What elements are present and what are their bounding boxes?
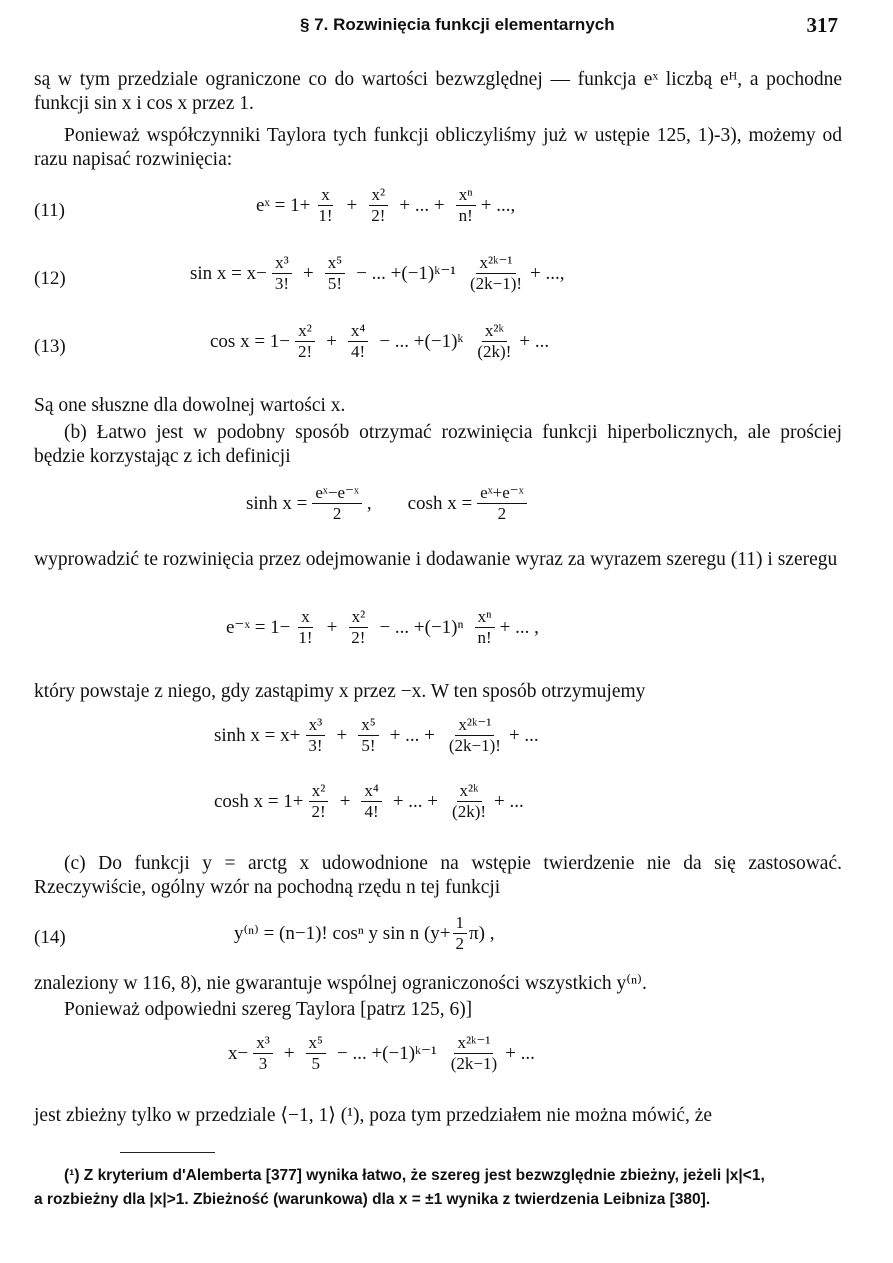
fraction-numerator: x³: [272, 254, 292, 274]
fraction-numerator: x⁵: [358, 716, 378, 736]
header-title: § 7. Rozwinięcia funkcji elementarnych: [300, 15, 615, 34]
hyperbolic-definitions: [34, 484, 842, 540]
eq-middle: + ... +: [389, 724, 435, 746]
fraction-denominator: 2: [497, 503, 507, 523]
fraction-numerator: x²ᵏ: [482, 322, 507, 342]
fraction-denominator: 3: [258, 1053, 268, 1073]
fraction-numerator: x⁴: [361, 782, 381, 802]
eq-separator: ,: [366, 492, 372, 514]
paragraph-3: Są one słuszne dla dowolnej wartości x.: [34, 395, 346, 416]
footnote-divider: [120, 1152, 215, 1153]
eq-middle: − ... +(−1)ᵏ⁻¹: [336, 1042, 437, 1064]
equation-arctg-series: x− $\frac{\text{x³}}{3}$ + $\frac{\text{x⁵}}{5}$ − ... +(−1)ᵏ⁻¹ $\frac{\text{x²ᵏ⁻¹}}{(2k-1)}$ + ...: [228, 1033, 535, 1073]
fraction-numerator: x: [318, 186, 333, 206]
fraction-denominator: 1!: [298, 627, 313, 647]
equation-sinh-series: sinh x = x+ $\frac{\text{x³}}{3!}$ + $\frac{\text{x⁵}}{5!}$ + ... + $\frac{\text{x²ᵏ⁻¹}}{(2k-1)!}$ + ...: [214, 715, 539, 755]
fraction-numerator: x⁴: [348, 322, 368, 342]
running-header: [0, 14, 893, 40]
fraction-numerator: xⁿ: [475, 608, 495, 628]
eq-lhs: y⁽ⁿ⁾ =: [234, 922, 275, 944]
fraction-numerator: x²ᵏ⁻¹: [454, 1034, 493, 1054]
eq-term: 1+: [290, 194, 311, 216]
paragraph-7: (c) Do funkcji y = arctg x udowodnione na wstępie twierdzenie nie da się zastosować. Rzeczywiście, ogólny wzór na pochodną rzędu n tej funkcji: [34, 853, 842, 899]
fraction-denominator: 4!: [364, 801, 379, 821]
paragraph-1: są w tym przedziale ograniczone co do wartości bezwzględnej — funkcja eˣ liczbą eᴴ, a pochodne funkcji sin x i cos x przez 1.: [34, 69, 842, 115]
eq-term: x−: [228, 1042, 249, 1064]
fraction-denominator: 3!: [308, 735, 323, 755]
fraction-numerator: eˣ−e⁻ˣ: [312, 484, 361, 504]
fraction-denominator: n!: [458, 205, 473, 225]
fraction-numerator: x²: [309, 782, 329, 802]
equation-label: (13): [34, 336, 66, 357]
eq-tail: + ...,: [530, 262, 565, 284]
fraction-numerator: xⁿ: [456, 186, 476, 206]
eq-middle: + ... +: [399, 194, 445, 216]
fraction-numerator: x²ᵏ: [457, 782, 482, 802]
fraction-denominator: n!: [477, 627, 492, 647]
fraction-numerator: x²ᵏ⁻¹: [476, 254, 515, 274]
paragraph-5: wyprowadzić te rozwinięcia przez odejmowanie i dodawanie wyraz za wyrazem szeregu (11) i szeregu: [34, 549, 838, 570]
fraction-denominator: 5: [311, 1053, 321, 1073]
eq-body: (n−1)! cosⁿ y sin n (y+: [279, 922, 451, 944]
paragraph-8: znaleziony w 116, 8), nie gwarantuje wspólnej ograniczoności wszystkich y⁽ⁿ⁾.: [34, 973, 647, 994]
fraction-numerator: x⁵: [325, 254, 345, 274]
eq-tail: + ...: [505, 1042, 535, 1064]
paragraph-4: (b) Łatwo jest w podobny sposób otrzymać rozwinięcia funkcji hiperbolicznych, ale prościej będzie korzystając z ich definicji: [34, 422, 842, 468]
eq-tail: π) ,: [469, 922, 495, 944]
paragraph-6: który powstaje z niego, gdy zastąpimy x przez −x. W ten sposób otrzymujemy: [34, 681, 646, 702]
fraction-numerator: 1: [453, 914, 468, 934]
eq-term: 1−: [270, 616, 291, 638]
fraction-denominator: (2k−1)!: [469, 273, 523, 293]
fraction-numerator: x³: [253, 1034, 273, 1054]
fraction-numerator: x⁵: [306, 1034, 326, 1054]
eq-term: x+: [280, 724, 301, 746]
eq-middle: − ... +(−1)ᵏ⁻¹: [356, 262, 456, 284]
paragraph-9: Ponieważ odpowiedni szereg Taylora [patrz 125, 6)]: [64, 999, 473, 1020]
fraction-numerator: x²: [369, 186, 389, 206]
fraction-denominator: (2k)!: [452, 801, 487, 821]
fraction-denominator: 2!: [311, 801, 326, 821]
eq-term: 1−: [269, 330, 291, 352]
eq-tail: + ... ,: [499, 616, 539, 638]
equation-cosh-series: cosh x = 1+ $\frac{\text{x²}}{2!}$ + $\frac{\text{x⁴}}{4!}$ + ... + $\frac{\text{x²ᵏ}}{(2k)!}$ + ...: [214, 781, 524, 821]
fraction-denominator: 4!: [351, 341, 366, 361]
footnote-line-1: (¹) Z kryterium d'Alemberta [377] wynika łatwo, że szereg jest bezwzględnie zbieżny, jeżeli |x|<1,: [64, 1167, 765, 1184]
eq-lhs: e⁻ˣ =: [226, 616, 266, 638]
fraction-denominator: 2: [455, 933, 465, 953]
equation-14: [34, 912, 842, 968]
footnote-line-2: a rozbieżny dla |x|>1. Zbieżność (warunkowa) dla x = ±1 wynika z twierdzenia Leibniza [380].: [34, 1191, 711, 1209]
fraction-numerator: x³: [306, 716, 326, 736]
fraction-numerator: x: [298, 608, 313, 628]
eq-lhs: cosh x =: [214, 790, 279, 812]
eq-lhs: sinh x =: [214, 724, 276, 746]
eq-tail: + ...,: [480, 194, 516, 216]
eq-middle: − ... +(−1)ᵏ: [379, 330, 464, 352]
eq-lhs: sin x =: [190, 262, 242, 284]
fraction-denominator: 2!: [298, 341, 313, 361]
equation-label: (11): [34, 200, 65, 221]
fraction-denominator: (2k−1): [450, 1053, 498, 1073]
page-number: 317: [806, 13, 838, 37]
eq-middle: − ... +(−1)ⁿ: [379, 616, 464, 638]
eq-lhs: cosh x =: [407, 492, 473, 514]
equation-13: (13) cos x = 1− $\frac{\text{x²}}{2!}$ + $\frac{\text{x⁴}}{4!}$ − ... +(−1)ᵏ $\frac{\text{x²ᵏ}}{(2k)!}$ + ...: [34, 321, 550, 361]
paragraph-2: Ponieważ współczynniki Taylora tych funkcji obliczyliśmy już w ustępie 125, 1)-3), możemy od razu napisać rozwinięcia:: [34, 125, 842, 171]
eq-middle: + ... +: [392, 790, 439, 812]
fraction-numerator: x²ᵏ⁻¹: [455, 716, 494, 736]
equation-label: (14): [34, 927, 66, 948]
fraction-denominator: 2!: [351, 627, 366, 647]
fraction-denominator: 3!: [274, 273, 290, 293]
fraction-denominator: (2k−1)!: [448, 735, 501, 755]
eq-lhs: eˣ =: [256, 194, 286, 216]
eq-tail: + ...: [494, 790, 524, 812]
paragraph-10: jest zbieżny tylko w przedziale ⟨−1, 1⟩ (¹), poza tym przedziałem nie można mówić, że: [34, 1105, 713, 1126]
equation-11: (11) eˣ = 1+ $\frac{x}{1!}$ + $\frac{\text{x²}}{2!}$ + ... + $\frac{\text{xⁿ}}{n!}$ + ...,: [34, 185, 516, 225]
fraction-numerator: x²: [295, 322, 315, 342]
fraction-denominator: 5!: [327, 273, 343, 293]
fraction-numerator: x²: [349, 608, 369, 628]
eq-lhs: sinh x =: [246, 492, 308, 514]
eq-tail: + ...: [519, 330, 550, 352]
footnote: [34, 1164, 842, 1212]
eq-term: x−: [246, 262, 267, 284]
equation-12: (12) sin x = x− $\frac{\text{x³}}{3!}$ + $\frac{\text{x⁵}}{5!}$ − ... +(−1)ᵏ⁻¹ $\frac{\text{x²ᵏ⁻¹}}{(2k-1)!}$ + ...,: [34, 253, 565, 293]
eq-term: 1+: [283, 790, 304, 812]
fraction-denominator: 1!: [318, 205, 333, 225]
fraction-denominator: 5!: [361, 735, 376, 755]
eq-tail: + ...: [508, 724, 539, 746]
fraction-denominator: (2k)!: [477, 341, 512, 361]
fraction-numerator: eˣ+e⁻ˣ: [477, 484, 526, 504]
equation-label: (12): [34, 268, 66, 289]
fraction-denominator: 2: [332, 503, 342, 523]
eq-lhs: cos x =: [210, 330, 266, 352]
fraction-denominator: 2!: [371, 205, 386, 225]
equation-exp-neg: e⁻ˣ = 1− $\frac{x}{1!}$ + $\frac{\text{x²}}{2!}$ − ... +(−1)ⁿ $\frac{\text{xⁿ}}{n!}$ + ... ,: [226, 607, 539, 647]
